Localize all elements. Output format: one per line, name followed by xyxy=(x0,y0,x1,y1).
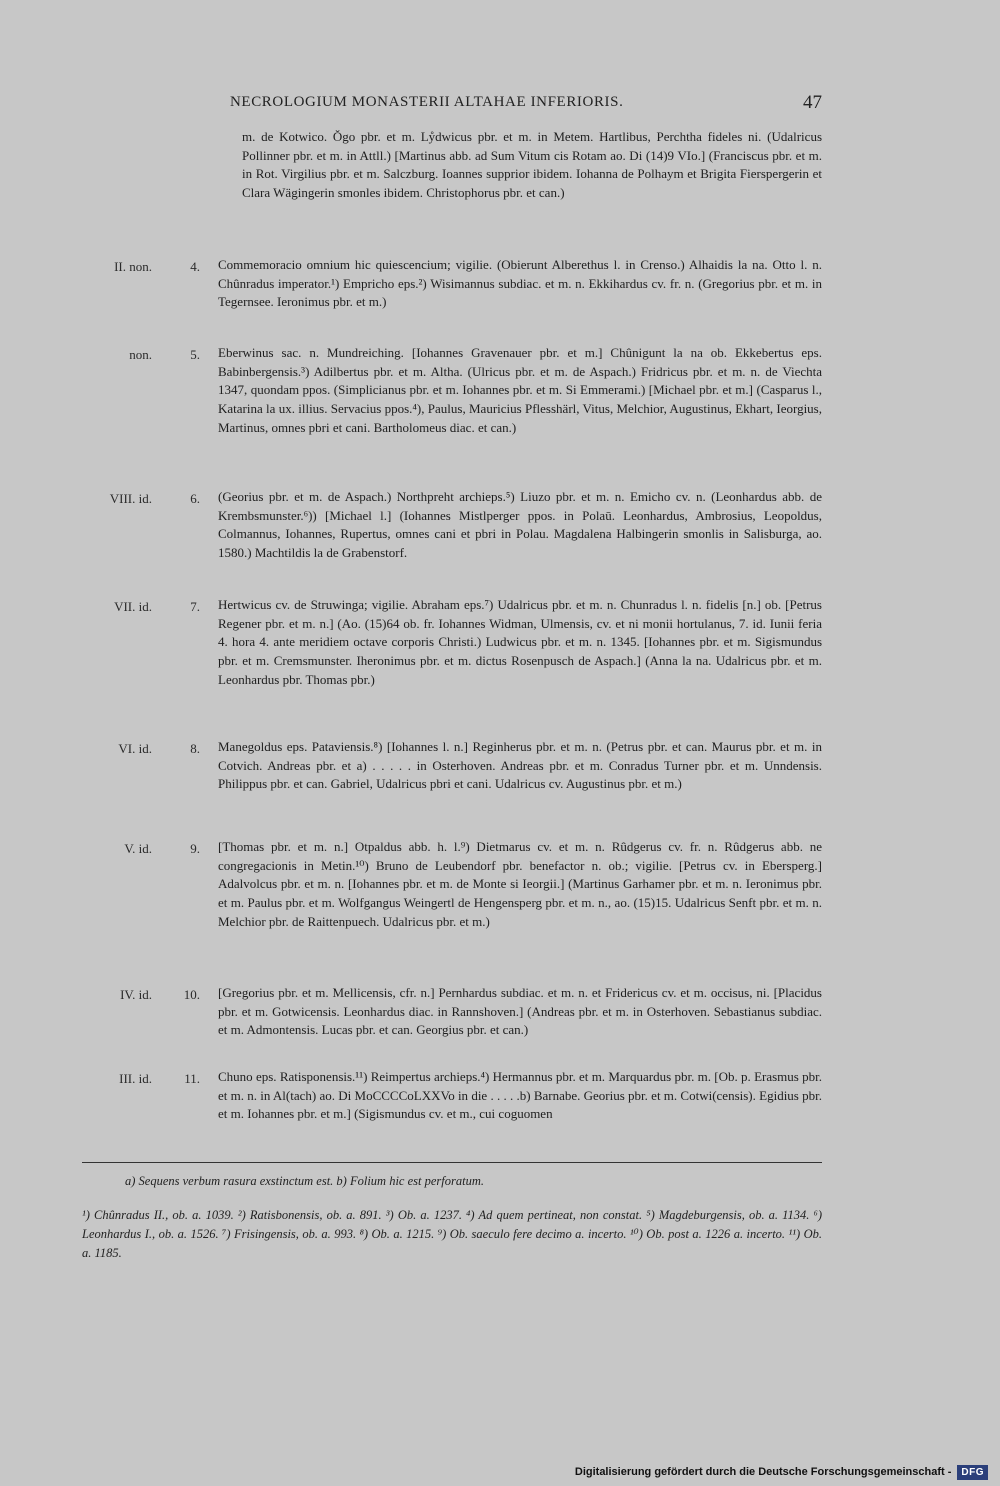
entry-text: Hertwicus cv. de Struwinga; vigilie. Abraham eps.⁷) Udalricus pbr. et m. n. Chunradus l. n. fidelis [n.] ob. [Petrus Regener pbr. et m. n.] (Ao. (15)64 ob. fr. Iohannes Widman, Ulmensis, cv. et ni monii hortulanus, 7. id. Iunii feria 4. hora 4. ante meridiem octave corporis Christi.) Ludwicus pbr. et m. n. 1345. [Iohannes pbr. et m. Sigismundus pbr. et m. Cremsmunster. Iheronimus pbr. et m. dictus Rosenpusch de Aspach.] (Anna la na. Udalricus pbr. et m. Leonhardus pbr. Thomas pbr.) xyxy=(218,597,822,687)
entry-number: 7. xyxy=(190,599,200,614)
entry-text: (Georius pbr. et m. de Aspach.) Northpreht archieps.⁵) Liuzo pbr. et m. n. Emicho cv. n. (Leonhardus abb. de Krembsmunster.⁶)) [Michael l.] (Iohannes Mistlperger ppos. in Polaū. Leonhardus, Ambrosius, Leopoldus, Colmannus, Iohannes, Rupertus, omnes cani et pbri in Polau. Magdalena Halbingerin smonlis in Salisburga, ao. 1580.) Machtildis la de Grabenstorf. xyxy=(218,489,822,561)
digitization-credit xyxy=(560,1462,988,1482)
entry-text: Eberwinus sac. n. Mundreiching. [Iohannes Gravenauer pbr. et m.] Chûnigunt la na ob. Ekkebertus eps. Babinbergensis.³) Adilbertus pbr. et m. Altha. (Ulricus pbr. et m. de Aspach.) Fridricus pbr. et m. n. de Viechta 1347, quondam ppos. (Simplicianus pbr. et m. Iohannes pbr. et m. Si Emmerami.) [Michael pbr. et m.] (Casparus l., Katarina la ux. illius. Servacius ppos.⁴), Paulus, Mauricius Pflesshärl, Vitus, Melchior, Augustinus, Ekhart, Ieorgius, Martinus, omnes pbri et cani. Bartholomeus diac. et can.) xyxy=(218,345,822,435)
entry-date: VIII. id. xyxy=(109,491,152,506)
entry-number: 4. xyxy=(190,259,200,274)
entry-number: 6. xyxy=(190,491,200,506)
credit-text: Digitalisierung gefördert durch die Deutsche Forschungsgemeinschaft - xyxy=(574,1466,952,1478)
entry-number: 8. xyxy=(190,741,200,756)
entry-text: [Thomas pbr. et m. n.] Otpaldus abb. h. l.⁹) Dietmarus cv. et m. n. Rûdgerus cv. fr. n. Rûdgerus abb. ne congregacionis in Metin.¹⁰) Bruno de Leubendorf pbr. benefactor n. ob.; vigilie. [Petrus cv. in Ebersperg.] Adalvolcus pbr. et m. n. [Iohannes pbr. et m. de Monte si Ieorgii.] (Martinus Garhamer pbr. et m. n. Ieronimus pbr. et m. Paulus pbr. et m. Wolfgangus Weingertl de Hengensperg pbr. et m. n., ao. (15)15. Udalricus Senft pbr. et m. n. Melchior pbr. de Raittenpuech. Udalricus pbr. et m.) xyxy=(218,839,822,929)
entry-date: VI. id. xyxy=(118,741,152,756)
entry-date: II. non. xyxy=(114,259,152,274)
entry-date: non. xyxy=(129,347,152,362)
entry-date: IV. id. xyxy=(120,987,152,1002)
entry-number: 11. xyxy=(184,1071,200,1086)
numbered-footnotes: ¹) Chûnradus II., ob. a. 1039. ²) Ratisbonensis, ob. a. 891. ³) Ob. a. 1237. ⁴) Ad quem pertineat, non constat. ⁵) Magdeburgensis, ob. a. 1134. ⁶) Leonhardus I., ob. a. 1526. ⁷) Frisingensis, ob. a. 993. ⁸) Ob. a. 1215. ⁹) Ob. saeculo fere decimo a. incerto. ¹⁰) Ob. post a. 1226 a. incerto. ¹¹) Ob. a. 1185. xyxy=(82,1208,822,1260)
intro-paragraph: m. de Kotwico. Ŏgo pbr. et m. Lẙdwicus pbr. et m. in Metem. Hartlibus, Perchtha fideles ni. (Udalricus Pollinner pbr. et m. in Attll.) [Martinus abb. ad Sum Vitum cis Rotam ao. Di (14)9 VIo.] (Franciscus pbr. et m. in Rot. Virgilius pbr. et m. Salczburg. Ioannes supprior ibidem. Iohanna de Polhaym et Brigita Fierspergerin et Clara Wägingerin smonles ibidem. Christophorus pbr. et can.) xyxy=(242,129,822,200)
entry-date: VII. id. xyxy=(114,599,152,614)
entry-number: 5. xyxy=(190,347,200,362)
entry-text: Chuno eps. Ratisponensis.¹¹) Reimpertus archieps.⁴) Hermannus pbr. et m. Marquardus pbr. m. [Ob. p. Erasmus pbr. et m. n. in Al(tach) ao. Di MoCCCCoLXXVo in die . . . . .b) Barnabe. Georius pbr. et m. Cotwi(censis). Egidius pbr. et m. Iohannes pbr. et m.] (Sigismundus cv. et m., cui coguomen xyxy=(218,1069,822,1122)
entry-date: V. id. xyxy=(124,841,152,856)
entry-text: Commemoracio omnium hic quiescencium; vigilie. (Obierunt Alberethus l. in Crenso.) Alhaidis la na. Otto l. n. Chûnradus imperator.¹) Empricho eps.²) Wisimannus subdiac. et m. n. Ekkihardus cv. fr. n. (Gregorius pbr. et m. in Tegernsee. Ieronimus pbr. et m.) xyxy=(218,257,822,310)
entry-text: [Gregorius pbr. et m. Mellicensis, cfr. n.] Pernhardus subdiac. et m. n. et Fridericus cv. et m. occisus, ni. [Placidus pbr. et m. Gotwicensis. Leonhardus diac. in Rannshoven.] (Andreas pbr. et m. in Osterhoven. Sebastianus subdiac. et m. Admontensis. Lucas pbr. et can. Georgius pbr. et can.) xyxy=(218,985,822,1038)
running-title: NECROLOGIUM MONASTERII ALTAHAE INFERIORIS. xyxy=(230,94,624,110)
entry-number: 9. xyxy=(190,841,200,856)
entry-date: III. id. xyxy=(119,1071,152,1086)
page-number: 47 xyxy=(803,92,822,113)
letter-footnotes: a) Sequens verbum rasura exstinctum est. b) Folium hic est perforatum. xyxy=(125,1174,484,1188)
footnote-rule xyxy=(82,1162,822,1163)
entry-number: 10. xyxy=(183,987,200,1002)
entry-text: Manegoldus eps. Pataviensis.⁸) [Iohannes l. n.] Reginherus pbr. et m. n. (Petrus pbr. et can. Maurus pbr. et m. in Cotvich. Andreas pbr. et a) . . . . . in Osterhoven. Andreas pbr. et m. Conradus Turner pbr. et m. Unndensis. Philippus pbr. et can. Gabriel, Udalricus pbri et cani. Udalricus cv. Augustinus pbr. et m.) xyxy=(218,739,822,792)
dfg-logo-icon: DFG xyxy=(957,1465,988,1480)
